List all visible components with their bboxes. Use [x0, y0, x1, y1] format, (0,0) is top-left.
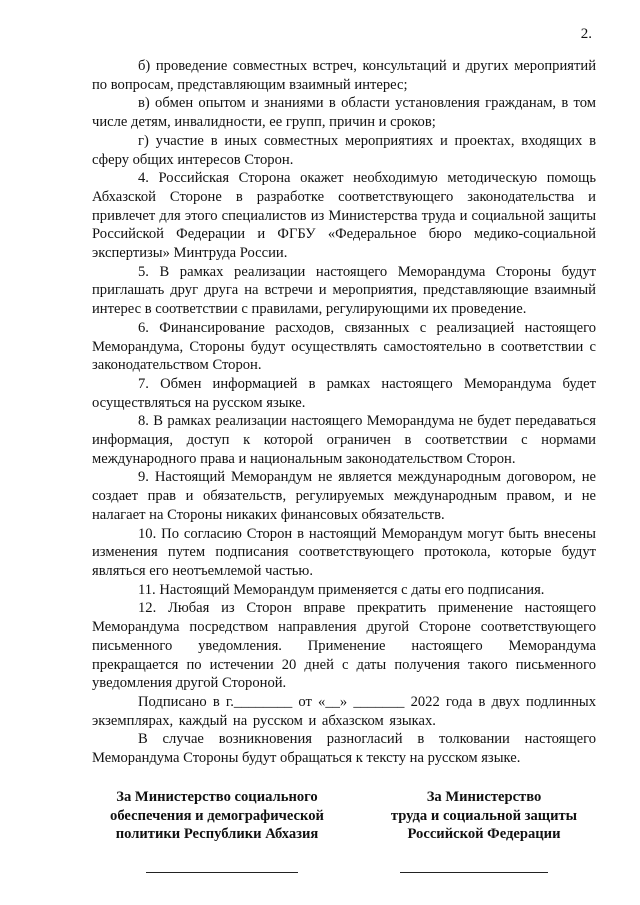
signatory-abkhazia-line: политики Республики Абхазия	[115, 826, 319, 843]
paragraph-4: 4. Российская Сторона окажет необходимую методическую помощь Абхазской Стороне в разработке соответствующего законодательства и привлечет для этого специалистов из Министерства труда и социальной защиты Российской Федерации и ФГБУ «Федеральное бюро медико-социальной экспертизы» Минтруда России.	[92, 170, 596, 262]
signatory-russia-line: Российской Федерации	[407, 826, 561, 843]
paragraph-g: г) участие в иных совместных мероприятиях и проектах, входящих в сферу общих интересов Сторон.	[92, 132, 596, 168]
language-precedence-statement: В случае возникновения разногласий в толковании настоящего Меморандума Стороны будут обращаться к тексту на русском языке.	[92, 731, 596, 767]
paragraph-11: 11. Настоящий Меморандум применяется с даты его подписания.	[138, 581, 545, 598]
paragraph-10: 10. По согласию Сторон в настоящий Меморандум могут быть внесены изменения путем подписания соответствующего протокола, которые будут являться его неотъемлемой частью.	[92, 525, 596, 579]
signatory-russia-line: труда и социальной защиты	[390, 807, 578, 824]
paragraph-9: 9. Настоящий Меморандум не является международным договором, не создает прав и обязательств, регулируемых международным правом, и не налагает на Стороны никаких финансовых обязательств.	[92, 469, 596, 523]
paragraph-5: 5. В рамках реализации настоящего Меморандума Стороны будут приглашать друг друга на встречи и мероприятия, представляющие взаимный интерес в соответствии с правилами, регулирующими их проведение.	[92, 263, 596, 318]
signatory-russia-line: За Министерство	[426, 789, 542, 805]
page-number: 2.	[580, 26, 592, 42]
paragraph-v: в) обмен опытом и знаниями в области установления гражданам, в том числе детям, инвалидности, ее групп, причин и сроков;	[92, 95, 596, 131]
paragraph-6: 6. Финансирование расходов, связанных с реализацией настоящего Меморандума, Стороны будут осуществлять самостоятельно в соответствии с законодательством Сторон.	[92, 319, 596, 374]
signing-section	[92, 693, 596, 768]
paragraph-b: б) проведение совместных встреч, консультаций и других мероприятий по вопросам, представляющим взаимный интерес;	[92, 58, 596, 93]
signature-line-russia	[400, 872, 548, 873]
signatory-abkhazia-line: За Министерство социального	[116, 789, 318, 805]
paragraph-8: 8. В рамках реализации настоящего Меморандума не будет передаваться информация, доступ к которой ограничен в соответствии с нормами международного права и национальным законодательством Сторон.	[92, 413, 596, 467]
paragraph-12: 12. Любая из Сторон вправе прекратить применение настоящего Меморандума посредством направления другой Стороне соответствующего письменного уведомления. Применение настоящего Меморандума прекращается по истечении 20 дней с даты получения такого письменного уведомления другой Стороной.	[92, 600, 596, 692]
signatory-abkhazia-line: обеспечения и демографической	[110, 807, 324, 824]
memorandum-body	[92, 57, 596, 693]
signed-statement: Подписано в г.________ от «__» _______ 2022 года в двух подлинных экземплярах, каждый на русском и абхазском языках.	[92, 694, 596, 729]
signature-line-abkhazia	[146, 872, 298, 873]
paragraph-7: 7. Обмен информацией в рамках настоящего Меморандума будет осуществляться на русском языке.	[92, 375, 596, 411]
signatory-abkhazia	[92, 788, 342, 844]
signatory-russia	[372, 788, 596, 844]
